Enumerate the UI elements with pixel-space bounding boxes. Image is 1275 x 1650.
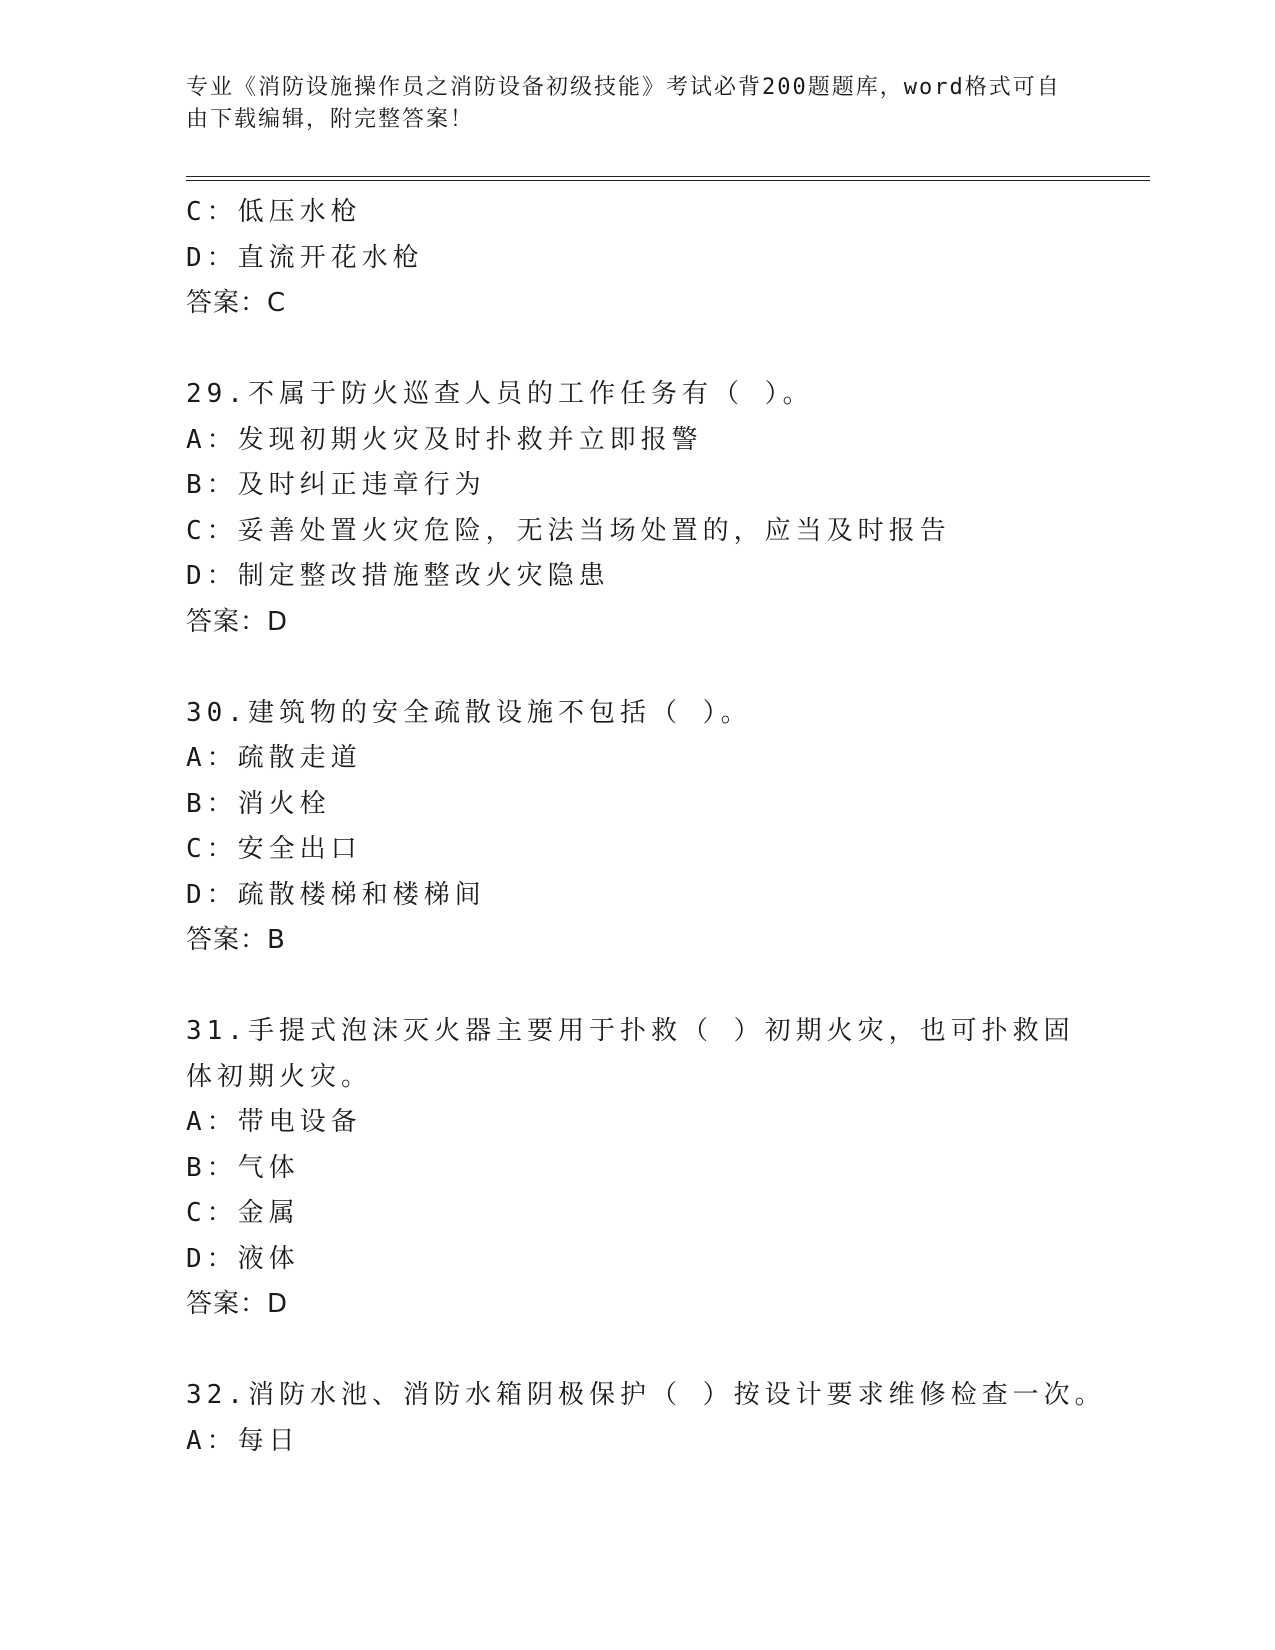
option-c: C：金属 <box>186 1198 300 1228</box>
question-30 <box>186 691 1086 964</box>
question-stem: 29.不属于防火巡查人员的工作任务有（ ）。 <box>186 379 814 409</box>
document-header: 专业《消防设施操作员之消防设备初级技能》考试必背200题题库，word格式可自由下载编辑，附完整答案！ <box>186 75 1061 132</box>
option-a: A：疏散走道 <box>186 743 362 773</box>
question-31 <box>186 1009 1086 1328</box>
question-stem: 31.手提式泡沫灭火器主要用于扑救（ ）初期火灾，也可扑救固体初期火灾。 <box>186 1016 1075 1092</box>
question-32 <box>186 1373 1106 1464</box>
question-stem: 30.建筑物的安全疏散设施不包括（ ）。 <box>186 697 752 728</box>
question-list <box>186 190 1106 1464</box>
option-c: C：妥善处置火灾危险，无法当场处置的，应当及时报告 <box>186 515 951 546</box>
option-b: B：消火栓 <box>186 788 331 819</box>
answer-line: 答案：D <box>186 606 289 637</box>
spacer <box>186 645 1086 691</box>
question-stem: 32.消防水池、消防水箱阴极保护（ ）按设计要求维修检查一次。 <box>186 1380 1106 1410</box>
spacer <box>186 1328 1086 1374</box>
answer-line: 答案：B <box>186 925 286 955</box>
option-d: D：疏散楼梯和楼梯间 <box>186 879 486 910</box>
option-a: A：发现初期火灾及时扑救并立即报警 <box>186 424 703 455</box>
question-28-tail <box>186 190 1086 327</box>
option-b: B：及时纠正违章行为 <box>186 470 486 500</box>
option-d: D：制定整改措施整改火灾隐患 <box>186 561 610 591</box>
option-c: C：安全出口 <box>186 834 362 864</box>
option-c: C：低压水枪 <box>186 197 362 227</box>
header-divider <box>186 176 1150 181</box>
option-b: B：气体 <box>186 1152 300 1183</box>
option-d: D：直流开花水枪 <box>186 242 424 273</box>
option-a: A：每日 <box>186 1425 300 1456</box>
spacer <box>186 964 1086 1010</box>
answer-line: 答案：D <box>186 1289 289 1319</box>
question-29 <box>186 372 1086 645</box>
answer-line: 答案：C <box>186 288 287 318</box>
option-d: D：液体 <box>186 1243 300 1274</box>
option-a: A：带电设备 <box>186 1107 362 1137</box>
spacer <box>186 327 1086 373</box>
